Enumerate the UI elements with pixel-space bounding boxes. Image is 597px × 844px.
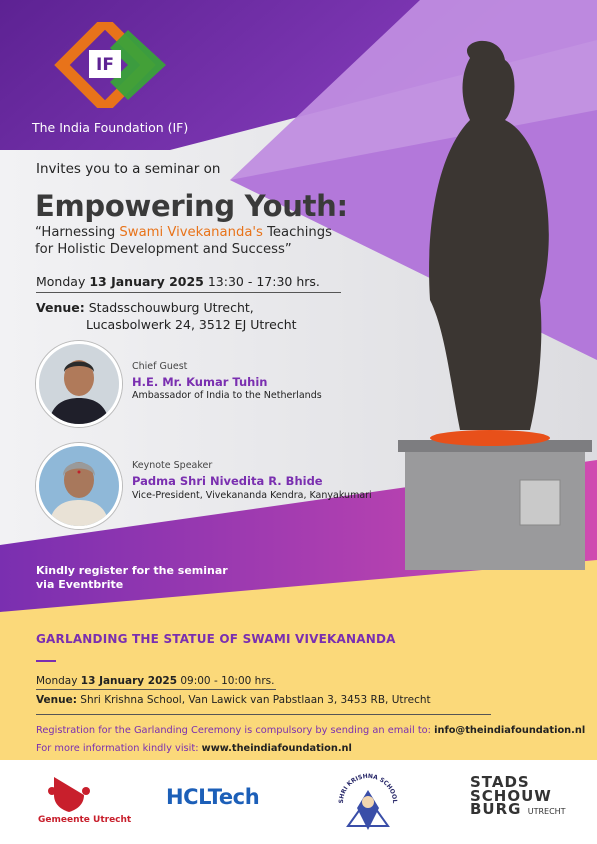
keynote-speaker-photo (36, 443, 122, 529)
more-info-text: For more information kindly visit: (36, 743, 199, 754)
keynote-speaker-description: Vice-President, Vivekananda Kendra, Kanyakumari (132, 490, 372, 501)
venue-line2: Lucasbolwerk 24, 3512 EJ Utrecht (86, 317, 297, 332)
website-link[interactable]: www.theindiafoundation.nl (201, 743, 352, 754)
registration-email-link[interactable]: info@theindiafoundation.nl (434, 725, 586, 736)
divider (36, 714, 491, 715)
subtitle-line2: for Holistic Development and Success” (35, 241, 292, 257)
shri-krishna-school-logo (333, 768, 403, 838)
subtitle-part1: “Harnessing (35, 225, 120, 240)
page-title: Empowering Youth: (35, 189, 348, 223)
school-arc-text: SHRI KRISHNA SCHOOL (337, 772, 399, 804)
india-foundation-logo (40, 22, 170, 108)
keynote-speaker-name: Padma Shri Nivedita R. Bhide (132, 474, 323, 488)
stadsschouwburg-logo (470, 773, 566, 819)
garlanding-venue-text: Shri Krishna School, Van Lawick van Pabstlaan 3, 3453 RB, Utrecht (80, 694, 431, 706)
divider (36, 292, 341, 293)
registration-note-text: Registration for the Garlanding Ceremony is compulsory by sending an email to: (36, 725, 431, 736)
register-line2: via Eventbrite (36, 578, 124, 591)
keynote-speaker-role: Keynote Speaker (132, 460, 213, 471)
stads-line3: BURG (470, 800, 522, 818)
garlanding-venue-label: Venue: (36, 694, 77, 706)
stads-line1: STADS (470, 773, 530, 791)
garlanding-date: 13 January 2025 (80, 675, 177, 687)
stads-city: UTRECHT (527, 807, 566, 816)
more-info (36, 743, 352, 754)
gemeente-utrecht-logo-text: Gemeente Utrecht (38, 815, 132, 825)
garlanding-date-line (36, 675, 274, 687)
event-date: 13 January 2025 (89, 274, 204, 289)
garlanding-venue (36, 694, 431, 706)
venue-line1: Stadsschouwburg Utrecht, (88, 300, 254, 315)
registration-note (36, 725, 585, 736)
garlanding-accent (36, 660, 56, 662)
event-day: Monday (36, 274, 86, 289)
chief-guest-role: Chief Guest (132, 361, 188, 372)
divider (36, 689, 276, 690)
stads-line2: SCHOUW (470, 786, 552, 805)
chief-guest-photo (36, 341, 122, 427)
venue-label: Venue: (36, 300, 85, 315)
register-line1: Kindly register for the seminar (36, 564, 228, 577)
subtitle-part2: Teachings (262, 225, 332, 240)
subtitle-highlight: Swami Vivekananda's (119, 225, 263, 240)
chief-guest-description: Ambassador of India to the Netherlands (132, 390, 322, 401)
hcltech-logo: HCLTech (166, 785, 260, 809)
event-date-line (36, 274, 320, 289)
garlanding-time: 09:00 - 10:00 hrs. (180, 675, 275, 687)
subtitle (35, 225, 375, 258)
logo-text: IF (96, 55, 114, 75)
event-time: 13:30 - 17:30 hrs. (207, 274, 320, 289)
organization-name: The India Foundation (IF) (32, 120, 189, 135)
event-venue (36, 299, 297, 333)
register-link[interactable] (36, 564, 228, 592)
utrecht-crest-icon (48, 773, 90, 813)
invite-text: Invites you to a seminar on (36, 161, 221, 177)
garlanding-title: GARLANDING THE STATUE OF SWAMI VIVEKANANDA (36, 632, 396, 646)
garlanding-day: Monday (36, 675, 78, 687)
chief-guest-name: H.E. Mr. Kumar Tuhin (132, 375, 268, 389)
